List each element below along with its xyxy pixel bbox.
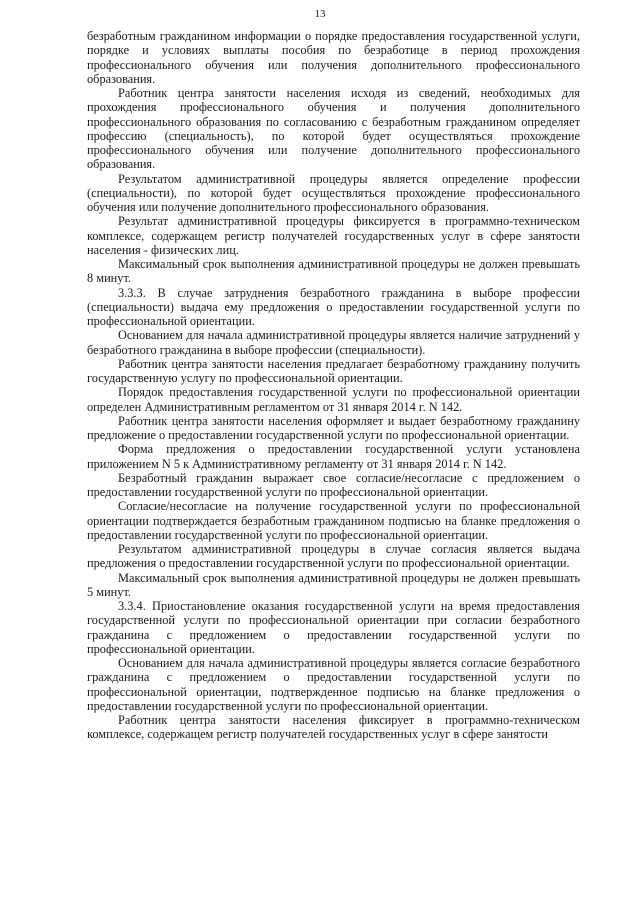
paragraph: Результатом административной процедуры в случае согласия является выдача предложения о предоставлении государственной услуги по профессиональной ориентации. — [87, 542, 580, 571]
paragraph: Безработный гражданин выражает свое согласие/несогласие с предложением о предоставлении государственной услуги по профессиональной ориентации. — [87, 470, 580, 499]
section-3-3-3: 3.3.3. В случае затруднения безработного гражданина в выборе профессии (специальности) выдача ему предложения о предоставлении государственной услуги по профессиональной ориентации. — [87, 285, 580, 328]
paragraph-continuation: безработным гражданином информации о порядке предоставления государственной услуги, порядке и условиях выплаты пособия по безработице в период прохождения профессионального обучения или получения дополнительного профессионального образования. — [87, 29, 580, 86]
paragraph: Результатом административной процедуры является определение профессии (специальности), по которой будет осуществляться прохождение профессионального обучения или получение дополнительного профессионального образования. — [87, 171, 580, 214]
paragraph: Результат административной процедуры фиксируется в программно-техническом комплексе, содержащем регистр получателей государственных услуг в сфере занятости населения - физических лиц. — [87, 214, 580, 257]
paragraph: Максимальный срок выполнения административной процедуры не должен превышать 5 минут. — [87, 570, 580, 599]
document-body — [87, 29, 580, 742]
paragraph: Максимальный срок выполнения административной процедуры не должен превышать 8 минут. — [87, 257, 580, 286]
paragraph: Работник центра занятости населения исходя из сведений, необходимых для прохождения профессионального обучения и получения дополнительного профессионального образования по согласованию с безработным гражданином определяет профессию (специальность), по которой будет осуществляться прохождение профессионального обучения или получение дополнительного профессионального образования. — [87, 86, 580, 172]
paragraph: Работник центра занятости населения оформляет и выдает безработному гражданину предложение о предоставлении государственной услуги по профессиональной ориентации. — [87, 413, 580, 442]
page-number: 13 — [314, 8, 326, 20]
paragraph: Согласие/несогласие на получение государственной услуги по профессиональной ориентации подтверждается безработным гражданином подписью на бланке предложения о предоставлении государственной услуги по профессиональной ориентации. — [87, 499, 580, 542]
paragraph: Основанием для начала административной процедуры является наличие затруднений у безработного гражданина в выборе профессии (специальности). — [87, 328, 580, 357]
paragraph: Работник центра занятости населения предлагает безработному гражданину получить государственную услугу по профессиональной ориентации. — [87, 356, 580, 385]
paragraph: Работник центра занятости населения фиксирует в программно-техническом комплексе, содержащем регистр получателей государственных услуг в сфере занятости — [87, 713, 580, 742]
paragraph: Порядок предоставления государственной услуги по профессиональной ориентации определен Административным регламентом от 31 января 2014 г. N 142. — [87, 385, 580, 414]
section-3-3-4: 3.3.4. Приостановление оказания государственной услуги на время предоставления государственной услуги по профессиональной ориентации при согласии безработного гражданина с предложением о предоставлении государственной услуги по профессиональной ориентации. — [87, 599, 580, 656]
paragraph: Форма предложения о предоставлении государственной услуги установлена приложением N 5 к Административному регламенту от 31 января 2014 г. N 142. — [87, 442, 580, 471]
paragraph: Основанием для начала административной процедуры является согласие безработного гражданина с предложением о предоставлении государственной услуги по профессиональной ориентации, подтвержденное подписью на бланке предложения о предоставлении государственной услуги по профессиональной ориентации. — [87, 656, 580, 713]
